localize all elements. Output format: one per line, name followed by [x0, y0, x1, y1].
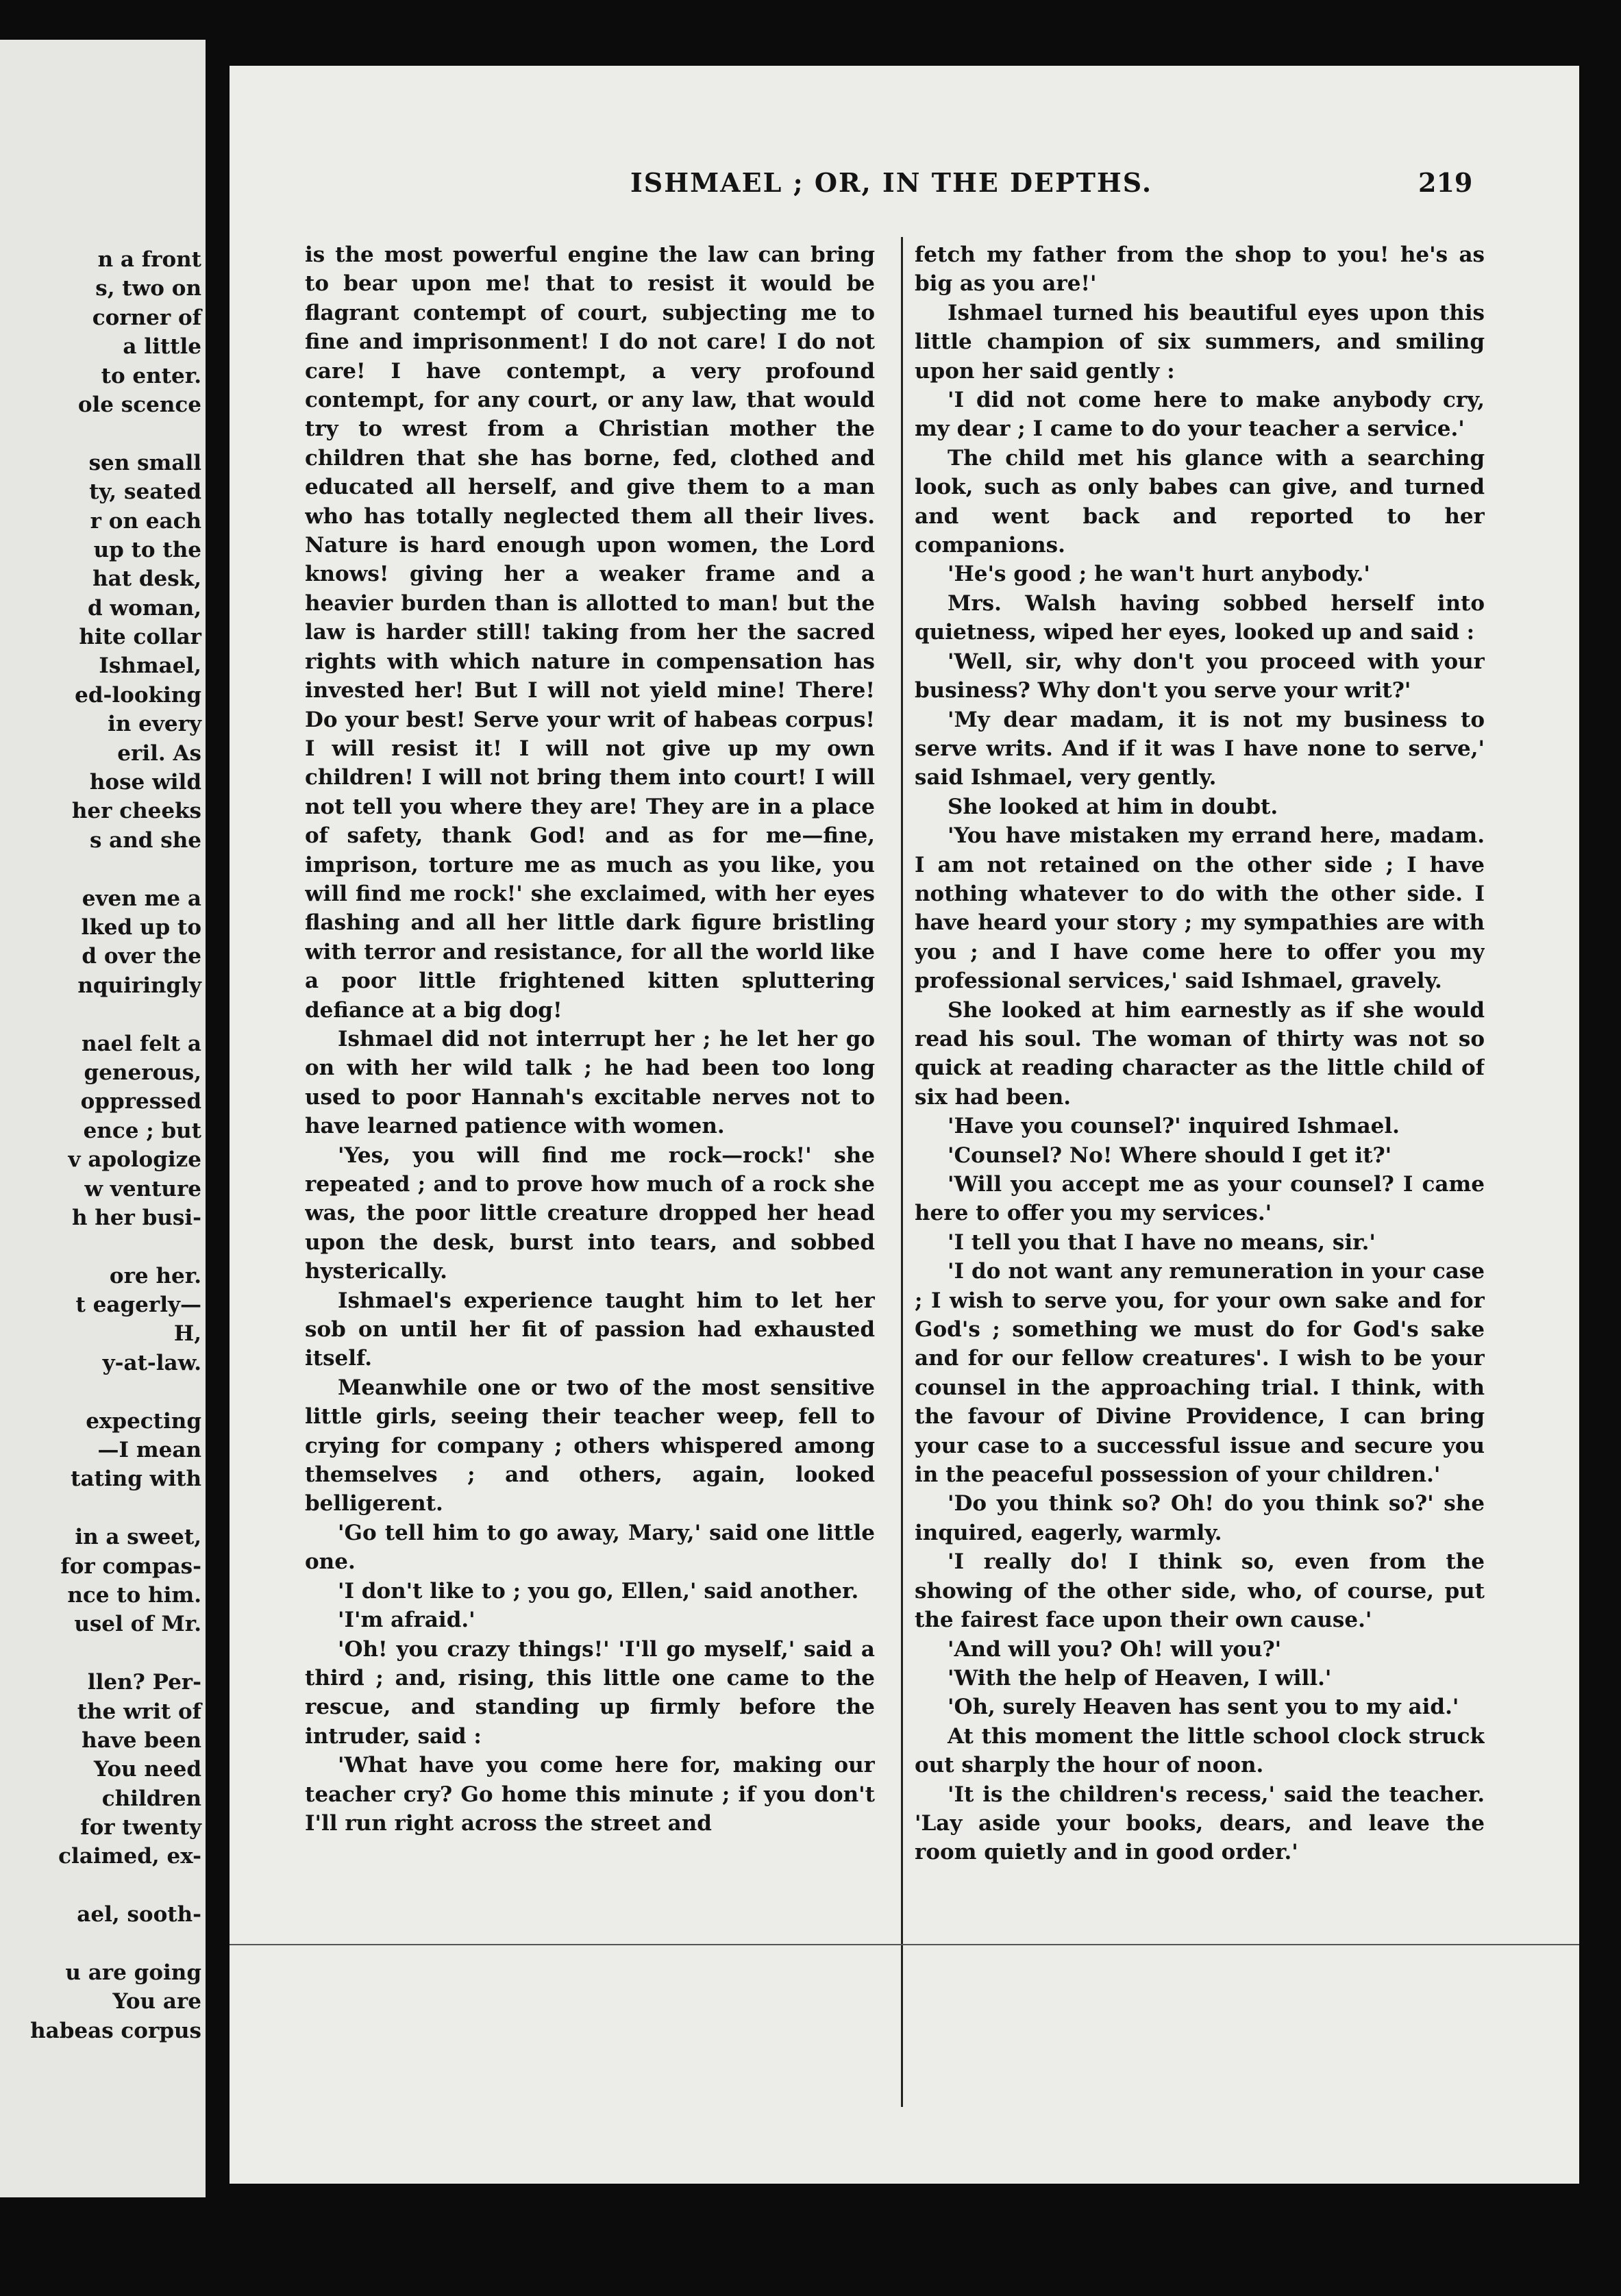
fragment-line: s and she — [89, 827, 201, 853]
fragment-line: w venture — [84, 1176, 201, 1201]
fragment-line: generous, — [84, 1060, 201, 1085]
fragment-line — [0, 855, 201, 884]
fragment-line: h her busi- — [71, 1205, 201, 1230]
paragraph: Ishmael turned his beautiful eyes upon this little champion of six summers, and smiling upon her said gently : — [915, 300, 1485, 384]
paragraph: 'Go tell him to go away, Mary,' said one little one. — [305, 1520, 875, 1575]
fragment-line: Ishmael, — [99, 653, 201, 679]
fragment-line: H, — [173, 1321, 201, 1347]
fragment-line: ence ; but — [83, 1118, 201, 1143]
paragraph: She looked at him in doubt. — [948, 794, 1278, 819]
paragraph: 'I'm afraid.' — [338, 1608, 475, 1633]
paragraph: 'I did not come here to make anybody cry, my dear ; I came to do your teacher a service.' — [915, 388, 1485, 442]
fragment-line: ed-looking — [75, 682, 201, 708]
paragraph: 'Well, sir, why don't you proceed with your business? Why don't you serve your writ?' — [915, 649, 1485, 703]
paragraph: 'I don't like to ; you go, Ellen,' said another. — [338, 1578, 859, 1604]
fragment-line: hose wild — [89, 770, 201, 795]
fragment-line: for twenty — [80, 1815, 201, 1840]
fragment-line: for compas- — [60, 1553, 201, 1579]
fragment-line — [0, 1494, 201, 1523]
fragment-line: nael felt a — [82, 1031, 201, 1056]
fragment-line: eril. As — [117, 740, 201, 766]
fragment-line: the writ of — [77, 1699, 201, 1724]
fragment-line: ael, sooth- — [77, 1902, 201, 1927]
fragment-line — [0, 1232, 201, 1261]
previous-page-text-fragments — [0, 245, 201, 2045]
text-column-left — [305, 240, 875, 2090]
fragment-line — [0, 419, 201, 448]
fragment-line: habeas corpus — [30, 2018, 201, 2043]
fragment-line: u are going — [65, 1960, 201, 1986]
fragment-line: d woman, — [87, 595, 201, 621]
fragment-line: up to the — [93, 537, 201, 562]
fragment-line: sen small — [88, 450, 201, 475]
fragment-line: llen? Per- — [87, 1670, 201, 1695]
fragment-line: children — [101, 1786, 201, 1811]
paragraph: 'Have you counsel?' inquired Ishmael. — [948, 1114, 1400, 1139]
fragment-line: d over the — [82, 944, 201, 969]
running-head — [230, 167, 1579, 201]
paragraph: 'My dear madam, it is not my business to serve writs. And if it was I have none to serve,' said Ishmael, very gently. — [915, 707, 1485, 790]
paragraph: 'He's good ; he wan't hurt anybody.' — [948, 562, 1370, 587]
paragraph: She looked at him earnestly as if she would read his soul. The woman of thirty was not so quick at reading character as the little child of six had been. — [915, 997, 1485, 1110]
paragraph: The child met his glance with a searching look, such as only babes can give, and turned and went back and reported to her companions. — [915, 445, 1485, 558]
paragraph: Ishmael's experience taught him to let her sob on until her fit of passion had exhausted itself. — [305, 1288, 875, 1371]
paragraph: Mrs. Walsh having sobbed herself into quietness, wiped her eyes, looked up and said : — [915, 590, 1485, 645]
text-column-right — [915, 240, 1485, 2090]
fragment-line: v apologize — [68, 1147, 201, 1173]
fragment-line: her cheeks — [71, 799, 201, 824]
fragment-line: n a front — [97, 247, 201, 272]
fragment-line: have been — [82, 1727, 201, 1753]
paragraph: 'I tell you that I have no means, sir.' — [948, 1230, 1376, 1255]
fragment-line: a little — [123, 334, 201, 360]
paragraph: 'It is the children's recess,' said the teacher. 'Lay aside your books, dears, and leave the room quietly and in good order.' — [915, 1782, 1485, 1865]
fragment-line: tating with — [71, 1467, 201, 1492]
paragraph: 'Will you accept me as your counsel? I came here to offer you my services.' — [915, 1172, 1485, 1226]
fragment-line — [0, 1377, 201, 1406]
fragment-line: claimed, ex- — [58, 1844, 201, 1869]
paragraph: At this moment the little school clock struck out sharply the hour of noon. — [915, 1723, 1485, 1778]
fragment-line: nce to him. — [67, 1582, 201, 1608]
scan-artifact-line — [230, 1944, 1579, 1945]
paragraph: 'What have you come here for, making our teacher cry? Go home this minute ; if you don't I'll run right across the street and — [305, 1753, 875, 1836]
fragment-line: in every — [108, 712, 201, 737]
fragment-line: s, two on — [95, 276, 201, 301]
fragment-line: expecting — [86, 1408, 201, 1434]
fragment-line: ty, seated — [89, 479, 201, 505]
fragment-line: corner of — [92, 305, 201, 330]
paragraph: 'Oh, surely Heaven has sent you to my aid.' — [948, 1695, 1459, 1720]
paragraph: 'Yes, you will find me rock—rock!' she repeated ; and to prove how much of a rock she was, the poor little creature dropped her head upon the desk, burst into tears, and sobbed hysterically. — [305, 1143, 875, 1284]
fragment-line: —I mean — [97, 1438, 201, 1463]
paragraph: 'Oh! you crazy things!' 'I'll go myself,' said a third ; and, rising, this little one came to the rescue, and standing up firmly before the intruder, said : — [305, 1636, 875, 1749]
fragment-line: You need — [93, 1757, 201, 1782]
paragraph: Ishmael did not interrupt her ; he let her go on with her wild talk ; he had been too long used to poor Hannah's excitable nerves not to have learned patience with women. — [305, 1026, 875, 1139]
fragment-line: ore her. — [109, 1263, 201, 1288]
paragraph: Meanwhile one or two of the most sensitive little girls, seeing their teacher weep, fell to crying for company ; others whispered among themselves ; and others, again, looked belligerent. — [305, 1375, 875, 1517]
paragraph: 'I really do! I think so, even from the showing of the other side, who, of course, put the fairest face upon their own cause.' — [915, 1549, 1485, 1633]
fragment-line: oppressed — [80, 1089, 201, 1114]
book-page — [230, 66, 1579, 2184]
fragment-line: even me a — [82, 886, 201, 911]
fragment-line: t eagerly— — [75, 1293, 201, 1318]
paragraph: 'You have mistaken my errand here, madam. I am not retained on the other side ; I have nothing whatever to do with the other side. I have heard your story ; my sympathies are with you ; and I have come here to offer you my professional services,' said Ishmael, gravely. — [915, 823, 1485, 994]
paragraph: 'I do not want any remuneration in your case ; I wish to serve you, for your own sake and for God's ; something we must do for God's sake and for our fellow creatures'. I wish to be your counsel in the approaching trial. I think, with the favour of Divine Providence, I can bring your case to a successful issue and secure you in the peaceful possession of your children.' — [915, 1259, 1485, 1488]
column-divider — [901, 237, 903, 2107]
fragment-line: to enter. — [101, 363, 201, 388]
fragment-line: r on each — [90, 508, 201, 534]
fragment-line: You are — [112, 1989, 201, 2014]
paragraph: fetch my father from the shop to you! he's as big as you are!' — [915, 242, 1485, 297]
fragment-line — [0, 1871, 201, 1900]
fragment-line: hat desk, — [92, 566, 201, 592]
paragraph: 'Do you think so? Oh! do you think so?' she inquired, eagerly, warmly. — [915, 1491, 1485, 1545]
fragment-line — [0, 1639, 201, 1668]
fragment-line — [0, 1930, 201, 1958]
paragraph: 'With the help of Heaven, I will.' — [948, 1665, 1332, 1690]
fragment-line: ole scence — [77, 392, 201, 417]
paragraph: is the most powerful engine the law can bring to bear upon me! that to resist it would be flagrant contempt of court, subjecting me to fine and imprisonment! I do not care! I do not care! I have contempt, a very profound contempt, for any court, or any law, that would try to wrest from a Christian mother the children that she has borne, fed, clothed and educated all herself, and give them to a man who has totally neglected them all their lives. Nature is hard enough upon women, the Lord knows! giving her a weaker frame and a heavier burden than is allotted to man! but the law is harder still! taking from her the sacred rights with which nature in compensation has invested her! But I will not yield mine! There! Do your best! Serve your writ of habeas corpus! I will resist it! I will not give up my own children! I will not bring them into court! I will not tell you where they are! They are in a place of safety, thank God! and as for me—fine, imprison, torture me as much as you like, you will find me rock!' she exclaimed, with her eyes flashing and all her little dark figure bristling with terror and resistance, for all the world like a poor little frightened kitten spluttering defiance at a big dog! — [305, 242, 875, 1023]
paragraph: 'Counsel? No! Where should I get it?' — [948, 1143, 1392, 1168]
fragment-line: hite collar — [79, 625, 201, 650]
fragment-line: y-at-law. — [102, 1350, 201, 1375]
fragment-line: lked up to — [81, 914, 201, 940]
paragraph: 'And will you? Oh! will you?' — [948, 1636, 1282, 1662]
fragment-line: usel of Mr. — [74, 1612, 201, 1637]
fragment-line: nquiringly — [77, 973, 201, 998]
previous-page-edge — [0, 40, 206, 2197]
running-title: ISHMAEL ; OR, IN THE DEPTHS. — [630, 167, 1153, 198]
fragment-line: in a sweet, — [75, 1525, 201, 1550]
fragment-line — [0, 1000, 201, 1029]
page-number: 219 — [1418, 167, 1473, 198]
